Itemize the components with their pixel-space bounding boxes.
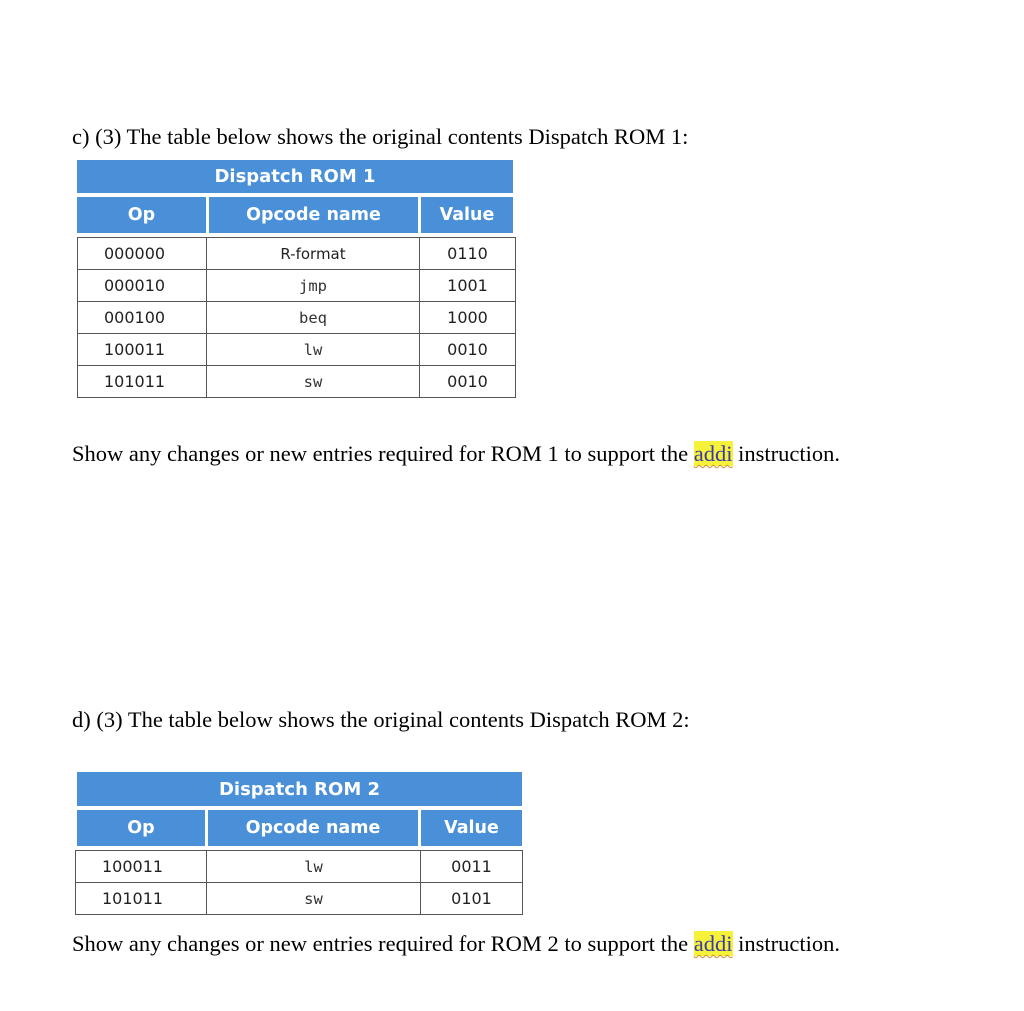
question-text-after: instruction. xyxy=(732,931,840,956)
rom-1-header-opcode-name: Opcode name xyxy=(209,197,418,233)
value-cell: 0011 xyxy=(421,851,523,883)
table-row xyxy=(76,851,523,883)
op-cell: 101011 xyxy=(76,883,207,915)
table-row xyxy=(78,302,516,334)
opcode-name-cell: sw xyxy=(207,883,421,915)
table-row xyxy=(76,883,523,915)
value-cell: 0010 xyxy=(420,334,516,366)
opcode-name-cell: lw xyxy=(207,334,420,366)
part-d-question xyxy=(72,933,840,956)
value-cell: 1000 xyxy=(420,302,516,334)
rom-2-header-value: Value xyxy=(421,810,522,846)
opcode-name-cell: jmp xyxy=(207,270,420,302)
opcode-name-cell: R-format xyxy=(207,238,420,270)
op-cell: 100011 xyxy=(76,851,207,883)
value-cell: 0101 xyxy=(421,883,523,915)
rom-1-title: Dispatch ROM 1 xyxy=(77,160,513,193)
table-row xyxy=(78,366,516,398)
rom-1-body xyxy=(77,237,516,398)
rom-2-title: Dispatch ROM 2 xyxy=(77,772,522,806)
op-cell: 101011 xyxy=(78,366,207,398)
table-row xyxy=(78,334,516,366)
value-cell: 0110 xyxy=(420,238,516,270)
rom-2-body xyxy=(75,850,523,915)
value-cell: 0010 xyxy=(420,366,516,398)
part-d-prompt: d) (3) The table below shows the original contents Dispatch ROM 2: xyxy=(72,707,690,732)
op-cell: 000100 xyxy=(78,302,207,334)
part-c-question xyxy=(72,443,840,466)
rom-1-header-value: Value xyxy=(421,197,513,233)
opcode-name-cell: sw xyxy=(207,366,420,398)
op-cell: 100011 xyxy=(78,334,207,366)
addi-keyword: addi xyxy=(693,441,733,466)
value-cell: 1001 xyxy=(420,270,516,302)
op-cell: 000000 xyxy=(78,238,207,270)
rom-2-header-opcode-name: Opcode name xyxy=(208,810,418,846)
table-row xyxy=(78,270,516,302)
question-text-before: Show any changes or new entries required for ROM 1 to support the xyxy=(72,441,694,466)
opcode-name-cell: lw xyxy=(207,851,421,883)
question-text-after: instruction. xyxy=(732,441,840,466)
addi-keyword: addi xyxy=(693,931,733,956)
op-cell: 000010 xyxy=(78,270,207,302)
rom-1-header-op: Op xyxy=(77,197,206,233)
question-text-before: Show any changes or new entries required for ROM 2 to support the xyxy=(72,931,694,956)
table-row xyxy=(78,238,516,270)
rom-2-header-op: Op xyxy=(77,810,205,846)
opcode-name-cell: beq xyxy=(207,302,420,334)
part-c-prompt: c) (3) The table below shows the original contents Dispatch ROM 1: xyxy=(72,124,689,149)
